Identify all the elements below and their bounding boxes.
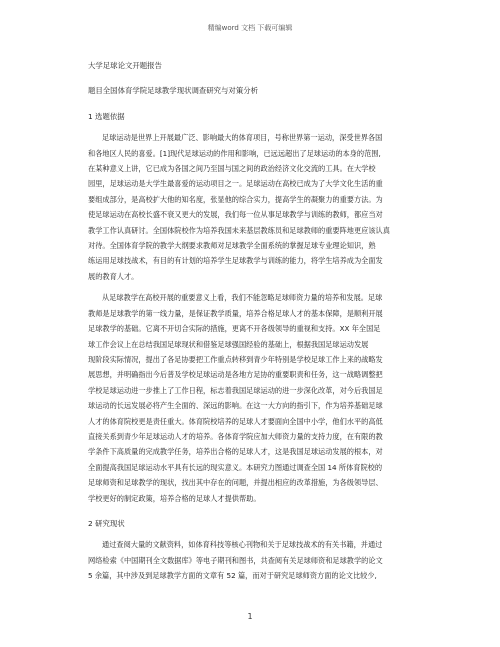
document-subtitle: 题目全国体育学院足球教学现状调查研究与对策分析 xyxy=(88,86,258,96)
document-header: 精编word 文档 下载可编辑 xyxy=(207,24,293,32)
paragraph-line: 球工作会议上在总结我国足球现状和借鉴足球强国经验的基础上，根据我国足球运动发展 xyxy=(88,339,369,349)
paragraph-line: 5 余篇，其中涉及到足球教学方面的文章有 52 篇，而对于研究足球师资方面的论文比较少, xyxy=(88,571,377,581)
paragraph-line: 从足球教学在高校开展的重要意义上看，我们不能忽略足球师资力量的培养和发展。足球 xyxy=(102,293,383,303)
paragraph-line: 展思想，并明确指出今后普及学校足球运动是各地方足协的重要职责和任务，这一战略调整把 xyxy=(88,370,383,380)
paragraph-line: 足球师资和足球教学的现状，找出其中存在的问题，并提出相应的改革措施，为各级领导层、 xyxy=(88,478,383,488)
paragraph-line: 在某种意义上讲，它已成为各国之间乃至国与国之间的政治经济文化交流的工具。在大学校 xyxy=(88,164,376,174)
paragraph-line: 直接关系到青少年足球运动人才的培养。各体育学院应加大师资力量的支持力度，在有限的教 xyxy=(88,431,383,441)
paragraph-line: 通过查阅大量的文献资料，如体育科技等核心刊物和关于足球技战术的有关书籍，并通过 xyxy=(102,540,383,550)
paragraph-line: 和各地区人民的喜爱。[1]现代足球运动的作用和影响，已远远超出了足球运动的本身的范围, xyxy=(88,148,381,158)
document-title: 大学足球论文开题报告 xyxy=(88,61,162,70)
paragraph-line: 球运动的长远发展必将产生全面的、深远的影响。在这一大方向的指引下，作为培养基础足球 xyxy=(88,401,383,411)
paragraph-line: 要组成部分，是高校扩大他的知名度，张显他的综合实力，提高学生的凝聚力的重要方法。为 xyxy=(88,194,383,204)
paragraph-line: 使足球运动在高校长盛不衰又更大的发展，我们每一位从事足球教学与训练的教师，都应当对 xyxy=(88,210,383,220)
paragraph-line: 学校更好的制定政策，培养合格的足球人才提供帮助。 xyxy=(88,493,261,503)
paragraph-line: 练运用足球技战术，有目的有计划的培养学生足球教学与训练的能力，将学生培养成为全面发 xyxy=(88,256,383,266)
paragraph xyxy=(88,537,418,583)
paragraph xyxy=(88,290,418,506)
paragraph-line: 展的教育人才。 xyxy=(88,271,139,281)
paragraph xyxy=(88,130,418,284)
paragraph-line: 教师是足球教学的第一线力量，是保证教学质量，培养合格足球人才的基本保障，是顺利开展 xyxy=(88,308,383,318)
paragraph-line: 足球教学的基础。它离不开切合实际的措施，更离不开各级领导的重视和支持。XX 年全国足 xyxy=(88,324,381,334)
paragraph-line: 足球运动是世界上开展最广泛、影响最大的体育项目，号称世界第一运动，深受世界各国 xyxy=(102,133,383,143)
paragraph-line: 网络检索《中国期刊全文数据库》等电子期刊和图书，共查阅有关足球师资和足球教学的论文 xyxy=(88,555,383,565)
section-heading-2: 2 研究现状 xyxy=(88,518,125,528)
paragraph-line: 现阶段实际情况，提出了各足协要把工作重点转移到青少年特别是学校足球工作上来的战略发 xyxy=(88,354,383,364)
section-heading-1: 1 选题依据 xyxy=(88,111,125,121)
paragraph-line: 教学工作认真研讨。全国体院校作为培养我国未来基层教练员和足球教师的重要阵地更应该认真 xyxy=(88,225,390,235)
paragraph-line: 全面提高我国足球运动水平具有长远的现实意义。本研究力图通过调查全国 14 所体育院校的 xyxy=(88,462,383,472)
document-body xyxy=(88,58,418,584)
paragraph-line: 园里，足球运动是大学生最喜爱的运动项目之一。足球运动在高校已成为了大学文化生活的重 xyxy=(88,179,383,189)
paragraph-line: 人才的体育院校更是责任重大。体育院校培养的足球人才要面向全国中小学，他们水平的高低 xyxy=(88,416,383,426)
page-number: 1 xyxy=(247,612,253,621)
paragraph-line: 学校足球运动进一步推上了工作日程，标志着我国足球运动的进一步深化改革，对今后我国足 xyxy=(88,385,383,395)
paragraph-line: 学条件下高质量的完成教学任务，培养出合格的足球人才，这是我国足球运动发展的根本，对 xyxy=(88,447,383,457)
paragraph-line: 对待。全国体育学院的教学大纲要求教师对足球教学全面系统的掌握足球专业理论知识，熟 xyxy=(88,241,376,251)
